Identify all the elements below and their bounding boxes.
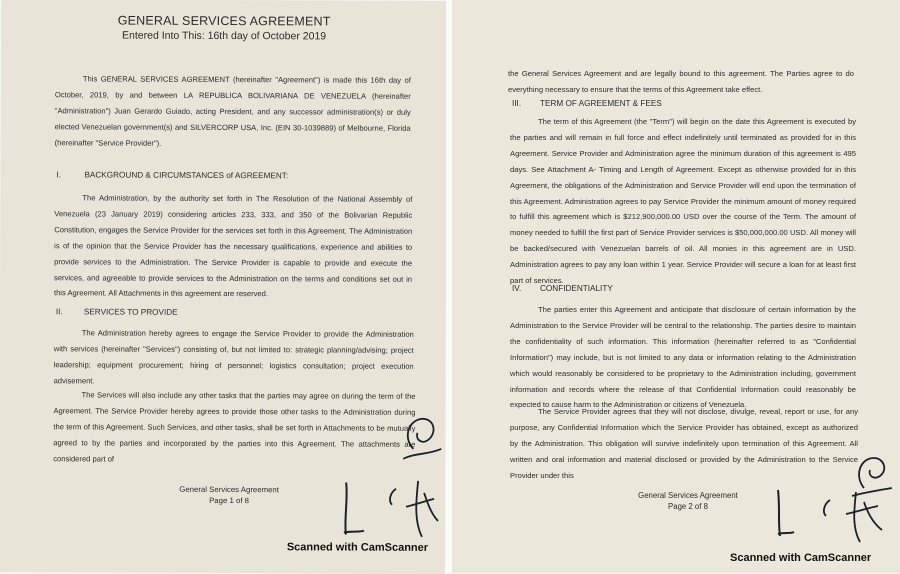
section-heading-1: [56, 170, 288, 180]
camscanner-watermark: Scanned with CamScanner: [730, 552, 872, 564]
camscanner-watermark: Scanned with CamScanner: [286, 541, 429, 554]
continued-paragraph: the General Services Agreement and are legally bound to this agreement. The Parties agree to do everything necessary to ensure that the terms of this Agreement take effect.: [508, 69, 854, 94]
section-heading-3: [512, 99, 662, 108]
agreement-title: GENERAL SERVICES AGREEMENT: [117, 13, 331, 29]
section-number: III.: [512, 99, 522, 108]
handwritten-signature: [334, 470, 444, 550]
section-title: SERVICES TO PROVIDE: [83, 307, 178, 317]
footer-page-number: Page 2 of 8: [668, 502, 708, 511]
section-number: II.: [55, 307, 63, 317]
intro-paragraph: This GENERAL SERVICES AGREEMENT (hereinafter "Agreement") is made this 16th day of October, 2019, by and between LA REPUBLICA BOLIVARIANA DE VENEZUELA (hereinafter "Administration") Juan Gerardo Guiado, acting President, and any successor administration(s) or duly elected Venezuelan government(s) and SILVERCORP USA, Inc. (EIN 30-1039889) of Melbourne, Florida (hereinafter "Service Provider").: [54, 74, 411, 148]
section-heading-2: [56, 307, 178, 317]
document-page-1: [0, 0, 447, 574]
section-4-paragraph-2: The Service Provider agrees that they will not disclose, divulge, reveal, report or use, for any purpose, any Confidential Information which the Service Provider has obtained, except as authorized by the Administration. This obligation will survive indefinitely upon termination of this Agreement. All written and oral information and material disclosed or provided by the Administration to the Service Provider under this: [510, 407, 858, 480]
section-2-paragraph-1: The Administration hereby agrees to engage the Service Provider to provide the Administration with services (hereinafter "Services") consisting of, but not limited to: strategic planning/advising; project leadership; equipment procurement; hiring of personnel; logistics consultation; project execution advisement.: [53, 328, 414, 386]
handwritten-signature: [770, 486, 896, 556]
agreement-subtitle: Entered Into This: 16th day of October 2019: [122, 29, 327, 43]
section-number: I.: [56, 170, 62, 180]
section-3-paragraph: The term of this Agreement (the "Term") will begin on the date this Agreement is executed by the parties and will remain in full force and effect indefinitely until terminated as provided for in this Agreement. Service Provider and Administration agree the minimum duration of this agreement is 495 days. See Attachment A- Timing and Length of Agreement. Except as otherwise provided for in this Agreement, the obligations of the Administration and Service Provider will end upon the termination of this Agreement. Administration agrees to pay Service Provider the minimum amount of money required to fulfill this agreement which is $212,900,000.00 USD over the course of the Term. The amount of money needed to fulfill the first part of Service Provider services is $50,000,000.00 USD. All money will be backed/secured with Venezuelan barrels of oil. All monies in this agreement are in USD. Administration agrees to pay any loan within 1 year. Service Provider will secure a loan for at least first part of services.: [510, 117, 856, 286]
section-2-paragraph-2: The Services will also include any other tasks that the parties may agree on during the term of the Agreement. The Service Provider hereby agrees to provide those other tasks to the Administration during the term of this Agreement. Such Services, and other tasks, shall be set forth in Attachments to be mutually agreed to by the parties and incorporated by the parties into this Agreement. The attachments are considered part of: [53, 390, 416, 464]
signature-initials-mark: [395, 409, 445, 465]
page-footer: [628, 490, 748, 512]
section-title: TERM OF AGREEMENT & FEES: [540, 99, 662, 108]
section-title: CONFIDENTIALITY: [540, 284, 613, 293]
document-page-2: [452, 0, 900, 573]
section-4-paragraph-1: The parties enter this Agreement and anticipate that disclosure of certain information by the Administration to the Service Provider will be central to the relationship. The parties desire to maintain the confidentiality of such information. This information (hereinafter referred to as "Confidential Information") may include, but is not limited to any data or information relating to the Administration which would reasonably be considered to be proprietary to the Administration including, government information and records where the release of that Confidential Information could reasonably be expected to cause harm to the Administration or citizens of Venezuela.: [510, 305, 856, 410]
footer-title: General Services Agreement: [179, 484, 279, 495]
section-number: IV.: [512, 284, 522, 293]
section-heading-4: [512, 284, 613, 293]
section-1-paragraph: The Administration, by the authority set forth in The Resolution of the National Assembly of Venezuela (23 January 2019) considering articles 233, 333, and 350 of the Bolivarian Republic Constitution, engages the Service Provider for the services set forth in this Agreement. The Administration is of the opinion that the Service Provider has the necessary qualifications, experience and abilities to provide services to the Administration. The Service Provider is capable to provide and execute the services, and agreeable to provide services to the Administration on the terms and conditions set out in this Agreement. All Attachments in this agreement are reserved.: [53, 193, 413, 299]
footer-page-number: Page 1 of 8: [209, 495, 250, 506]
page-footer: [139, 484, 319, 507]
section-title: BACKGROUND & CIRCUMSTANCES of AGREEMENT:: [84, 170, 289, 181]
footer-title: General Services Agreement: [638, 491, 738, 500]
